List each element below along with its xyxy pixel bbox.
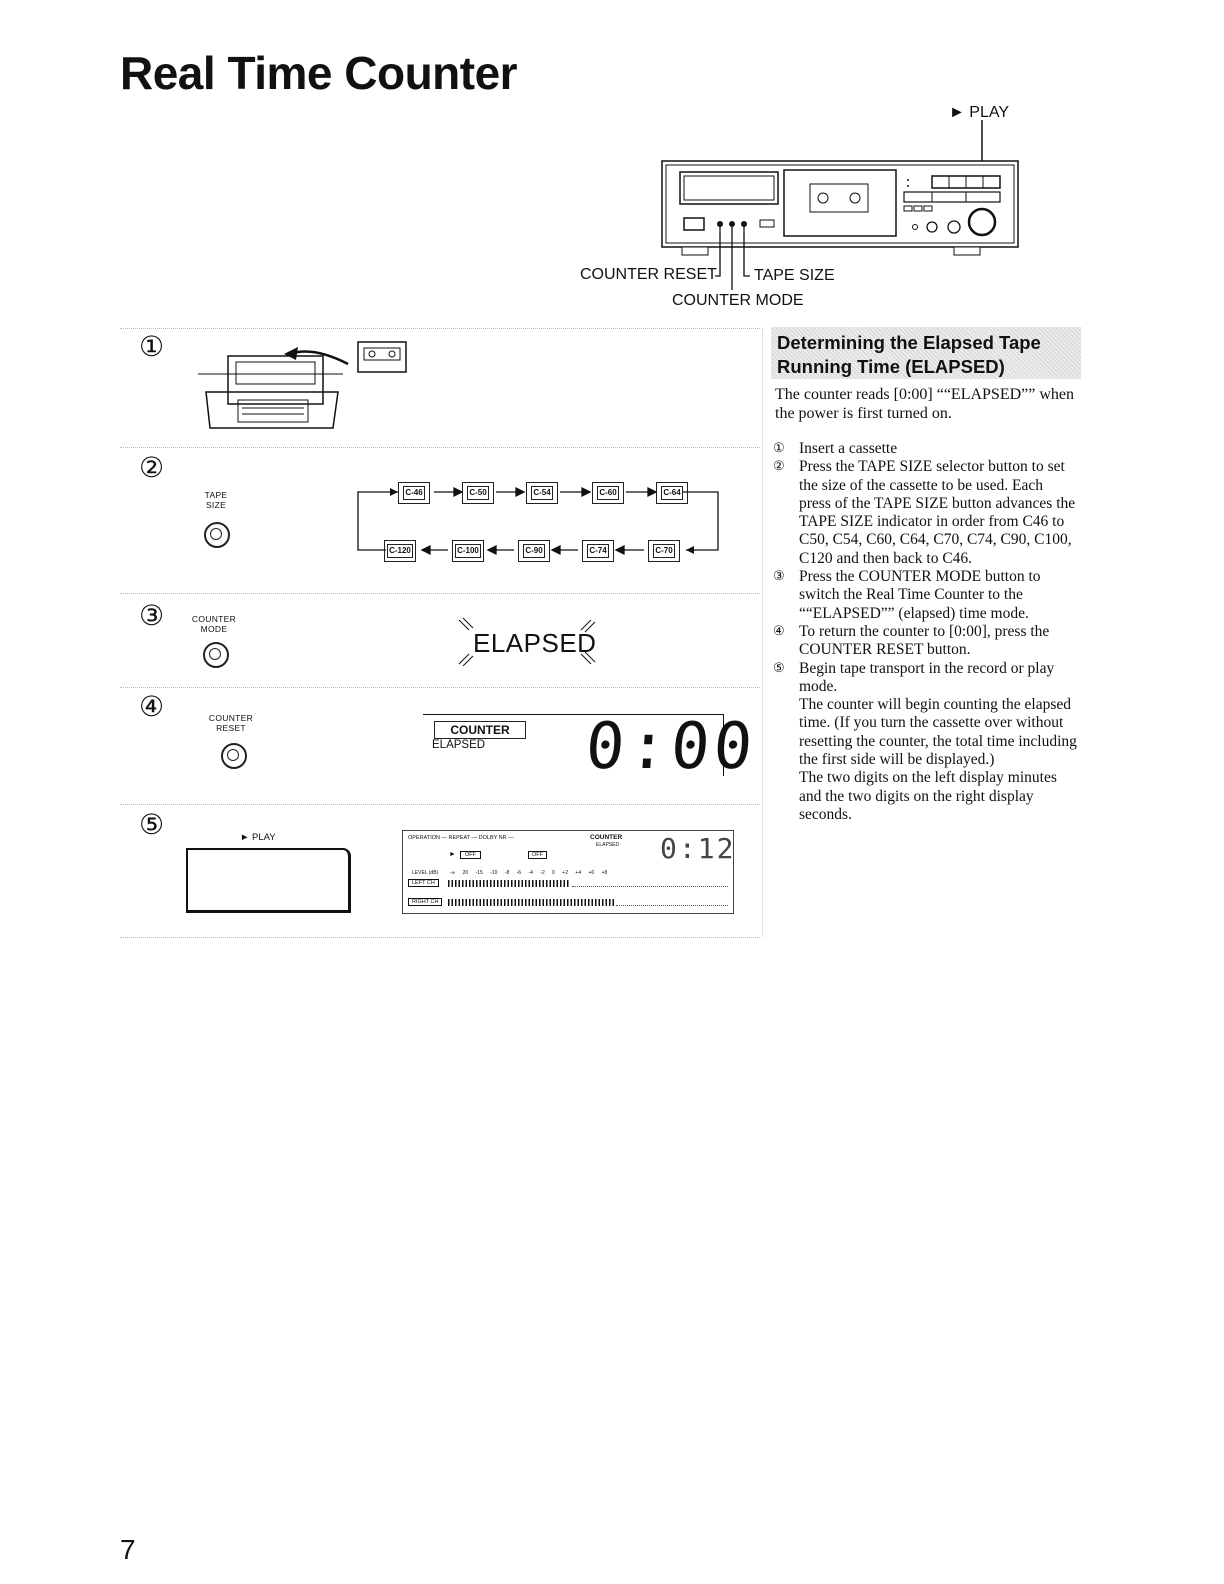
counter-readout-0-00: 0:00 <box>583 710 759 784</box>
step5-number: ⑤ <box>139 808 165 841</box>
counter-label-box: COUNTER <box>434 721 526 739</box>
tape-size-c90: C-90 <box>518 540 550 562</box>
intro-paragraph: The counter reads [0:00] ““ELAPSED”” when the power is first turned on. <box>775 386 1074 422</box>
instruction-step-2: ② Press the TAPE SIZE selector button to set the size of the cassette to be used. Each press of the TAPE SIZE button advances the TAPE SIZE indicator in order from C46 to C50, C54, C60, C64, C70, C74, C90, C100, C120 and then back to C46. <box>773 458 1076 567</box>
instruction-step-5: ⑤ Begin tape transport in the record or play mode. The counter will begin counting the elapsed time. (If you turn the cassette over without resetting the counter, the total time including the first side will be displayed.) The two digits on the left display minutes and the two digits on the right display seconds. <box>773 659 1077 823</box>
fl-counter-label: COUNTER <box>590 834 623 841</box>
step2-number: ② <box>139 451 165 484</box>
section-heading-box <box>771 327 1081 379</box>
step4-number: ④ <box>139 690 165 723</box>
counter-mode-button[interactable] <box>203 642 229 668</box>
step3-number: ③ <box>139 599 165 632</box>
fl-counter-readout: 0:12 <box>660 832 736 865</box>
tape-size-c70: C-70 <box>648 540 680 562</box>
tape-size-c74: C-74 <box>582 540 614 562</box>
elapsed-label: ELAPSED <box>432 739 486 751</box>
counter-reset-button[interactable] <box>221 743 247 769</box>
fl-elapsed-label: ELAPSED <box>596 842 620 848</box>
tape-size-c46: C-46 <box>398 482 430 504</box>
counter-mode-button-label: COUNTER MODE <box>191 614 237 634</box>
tape-size-button[interactable] <box>204 522 230 548</box>
counter-mode-callout: COUNTER MODE <box>672 292 804 309</box>
fl-header: OPERATION — REPEAT — DOLBY NR — <box>408 835 514 841</box>
fl-right-meter <box>448 899 614 906</box>
tape-size-callout: TAPE SIZE <box>754 267 835 284</box>
fl-left-meter <box>448 880 570 887</box>
page-number: 7 <box>120 1534 136 1565</box>
play-callout: ► PLAY <box>949 104 1010 121</box>
fl-play-icon: ► <box>449 851 456 858</box>
step5-note-2: The two digits on the left display minutes and the two digits on the right display seconds. <box>799 769 1057 823</box>
tape-size-c54: C-54 <box>526 482 558 504</box>
counter-reset-callout: COUNTER RESET <box>580 266 717 283</box>
tape-size-c50: C-50 <box>462 482 494 504</box>
step5-note-1: The counter will begin counting the elapsed time. (If you turn the cassette over without resetting the counter, the total time including the first side will be displayed.) <box>799 696 1077 769</box>
insert-cassette-illustration <box>198 336 418 436</box>
instruction-list <box>773 440 1078 824</box>
instruction-step-1: ① Insert a cassette <box>773 440 898 457</box>
page-title: Real Time Counter <box>120 47 518 99</box>
tape-size-c100: C-100 <box>452 540 484 562</box>
fl-level-label: LEVEL (dB) <box>412 870 439 876</box>
section-heading: Determining the Elapsed Tape Running Time (ELAPSED) <box>777 332 1041 377</box>
tape-size-button-label: TAPE SIZE <box>204 490 228 510</box>
instruction-step-4: ④ To return the counter to [0:00], press the COUNTER RESET button. <box>773 622 1050 659</box>
fl-left-ch-label: LEFT CH <box>408 879 439 887</box>
fl-right-ch-label: RIGHT CH <box>408 898 442 906</box>
counter-reset-button-label: COUNTER RESET <box>208 713 254 733</box>
fl-off-indicator-2: OFF <box>528 851 547 859</box>
elapsed-indicator: ELAPSED <box>473 628 597 658</box>
fl-level-scale: -∞ 20 -15 -10 -8 -6 -4 -2 0 +2 +4 +6 +8 <box>450 870 608 876</box>
play-button-label: ► PLAY <box>240 832 276 843</box>
play-button[interactable] <box>186 848 351 913</box>
tape-size-c60: C-60 <box>592 482 624 504</box>
tape-size-c64: C-64 <box>656 482 688 504</box>
step1-number: ① <box>139 330 165 363</box>
instruction-step-3: ③ Press the COUNTER MODE button to switch the Real Time Counter to the ““ELAPSED”” (elapsed) time mode. <box>773 568 1041 622</box>
tape-size-c120: C-120 <box>384 540 416 562</box>
fl-off-indicator-1: OFF <box>460 851 481 859</box>
